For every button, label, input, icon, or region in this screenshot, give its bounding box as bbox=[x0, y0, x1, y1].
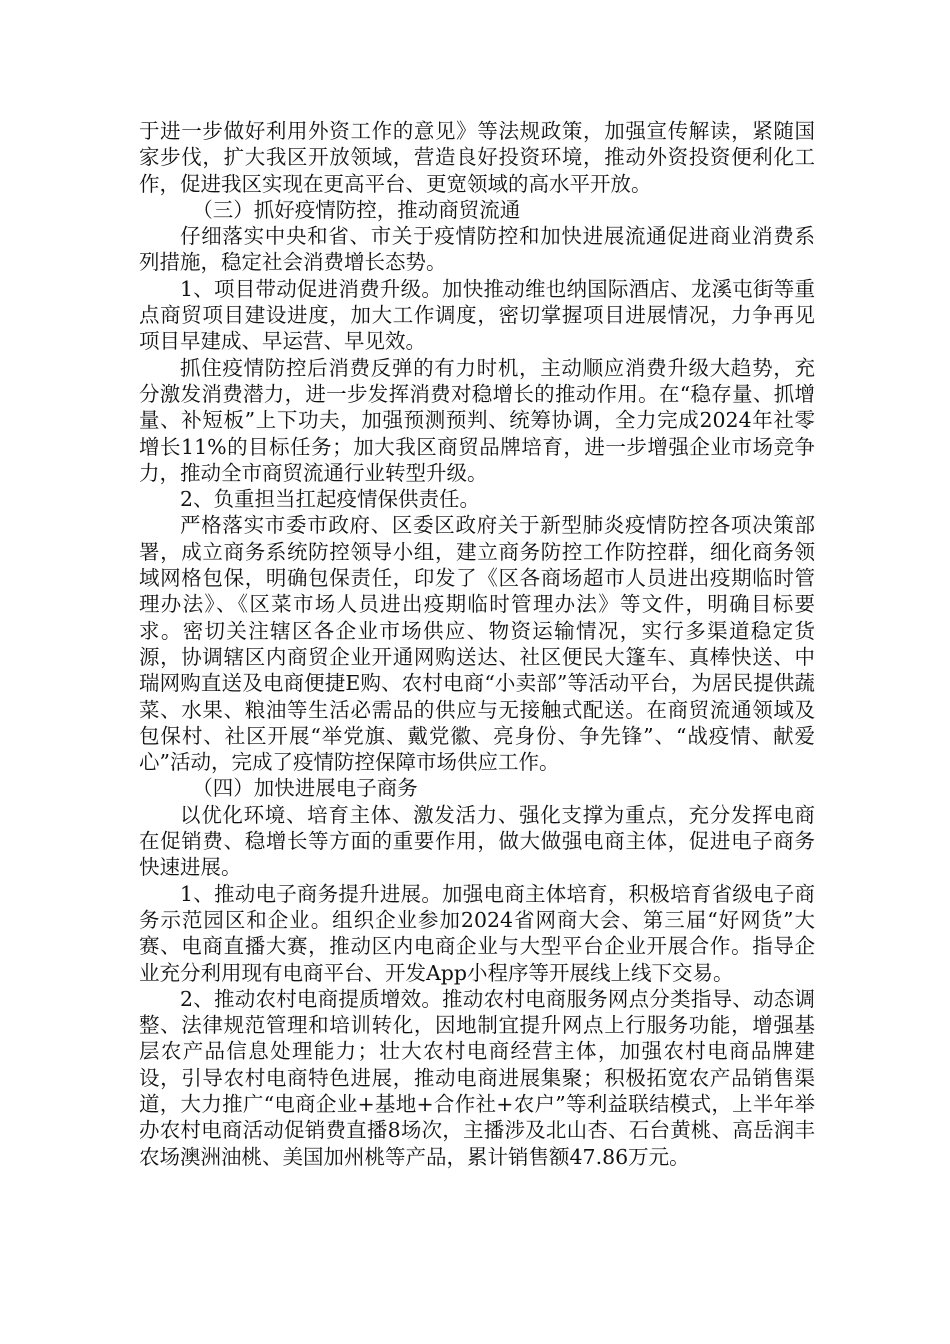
paragraph: 仔细落实中央和省、市关于疫情防控和加快进展流通促进商业消费系列措施，稳定社会消费增长态势。 bbox=[139, 224, 815, 275]
section-heading-four: （四）加快进展电子商务 bbox=[192, 776, 418, 801]
paragraph: 2、推动农村电商提质增效。推动农村电商服务网点分类指导、动态调整、法律规范管理和培训转化，因地制宜提升网点上行服务功能，增强基层农产品信息处理能力；壮大农村电商经营主体，加强农村电商品牌建设，引导农村电商特色进展，推动电商进展集聚；积极拓宽农产品销售渠道，大力推广“电商企业+基地+合作社+农户”等利益联结模式，上半年举办农村电商活动促销费直播8场次，主播涉及北山杏、石台黄桃、高岳润丰农场澳洲油桃、美国加州桃等产品，累计销售额47.86万元。 bbox=[139, 986, 815, 1169]
paragraph: 抓住疫情防控后消费反弹的有力时机，主动顺应消费升级大趋势，充分激发消费潜力，进一步发挥消费对稳增长的推动作用。在“稳存量、抓增量、补短板”上下功夫，加强预测预判、统筹协调，全力完成2024年社零增长11%的目标任务；加大我区商贸品牌培育，进一步增强企业市场竞争力，推动全市商贸流通行业转型升级。 bbox=[139, 355, 815, 485]
paragraph: 2、负重担当扛起疫情保供责任。 bbox=[180, 487, 481, 512]
document-page bbox=[139, 118, 815, 1170]
section-heading-three: （三）抓好疫情防控，推动商贸流通 bbox=[192, 197, 521, 222]
paragraph: 1、项目带动促进消费升级。加快推动维也纳国际酒店、龙溪屯街等重点商贸项目建设进度，加大工作调度，密切掌握项目进展情况，力争再见项目早建成、早运营、早见效。 bbox=[139, 276, 815, 354]
paragraph-continuation: 于进一步做好利用外资工作的意见》等法规政策，加强宣传解读，紧随国家步伐，扩大我区开放领域，营造良好投资环境，推动外资投资便利化工作，促进我区实现在更高平台、更宽领域的高水平开放。 bbox=[139, 119, 815, 196]
paragraph: 以优化环境、培育主体、激发活力、强化支撑为重点，充分发挥电商在促销费、稳增长等方面的重要作用，做大做强电商主体，促进电子商务快速进展。 bbox=[139, 802, 815, 880]
paragraph: 严格落实市委市政府、区委区政府关于新型肺炎疫情防控各项决策部署，成立商务系统防控领导小组，建立商务防控工作防控群，细化商务领域网格包保，明确包保责任，印发了《区各商场超市人员进出疫期临时管理办法》、《区菜市场人员进出疫期临时管理办法》等文件，明确目标要求。密切关注辖区各企业市场供应、物资运输情况，实行多渠道稳定货源，协调辖区内商贸企业开通网购送达、社区便民大篷车、真棒快送、中瑞网购直送及电商便捷E购、农村电商“小卖部”等活动平台，为居民提供蔬菜、水果、粮油等生活必需品的供应与无接触式配送。在商贸流通领域及包保村、社区开展“举党旗、戴党徽、亮身份、争先锋”、“战疫情、献爱心”活动，完成了疫情防控保障市场供应工作。 bbox=[139, 513, 815, 775]
paragraph: 1、推动电子商务提升进展。加强电商主体培育，积极培育省级电子商务示范园区和企业。组织企业参加2024省网商大会、第三届“好网货”大赛、电商直播大赛，推动区内电商企业与大型平台企业开展合作。指导企业充分利用现有电商平台、开发App小程序等开展线上线下交易。 bbox=[139, 881, 815, 985]
